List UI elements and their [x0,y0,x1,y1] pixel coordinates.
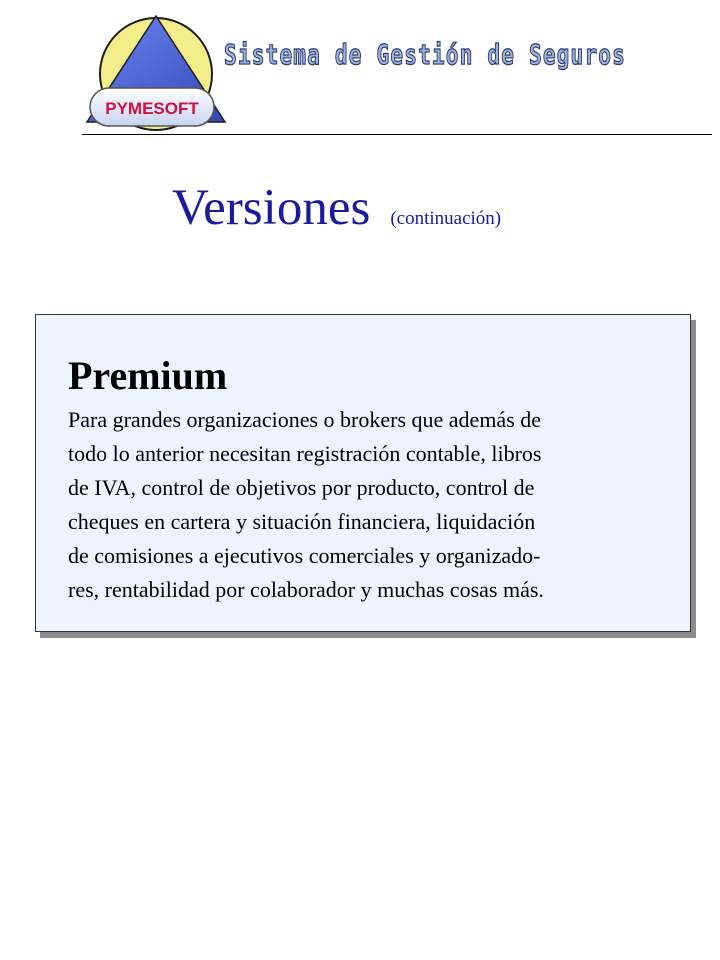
system-title [220,30,640,80]
premium-card [35,314,691,632]
card-line: todo lo anterior necesitan registración contable, libros [68,441,542,466]
card-line: de IVA, control de objetivos por producto, control de [68,475,535,500]
system-title-text: Sistema de Gestión de Seguros [224,38,626,71]
header-divider [82,134,712,135]
card-line: res, rentabilidad por colaborador y muchas cosas más. [68,577,544,602]
pymesoft-logo [82,12,230,134]
page-title [172,178,501,238]
card-line: cheques en cartera y situación financiera, liquidación [68,509,536,534]
card-description [68,403,670,607]
logo-emblem-icon [82,12,230,134]
card-title: Premium [68,353,228,398]
card-line: de comisiones a ejecutivos comerciales y organizado- [68,543,541,568]
page-title-subtitle: (continuación) [390,208,502,229]
page-title-main: Versiones [172,180,371,236]
logo-text: PYMESOFT [105,99,199,118]
card-line: Para grandes organizaciones o brokers que además de [68,407,542,432]
